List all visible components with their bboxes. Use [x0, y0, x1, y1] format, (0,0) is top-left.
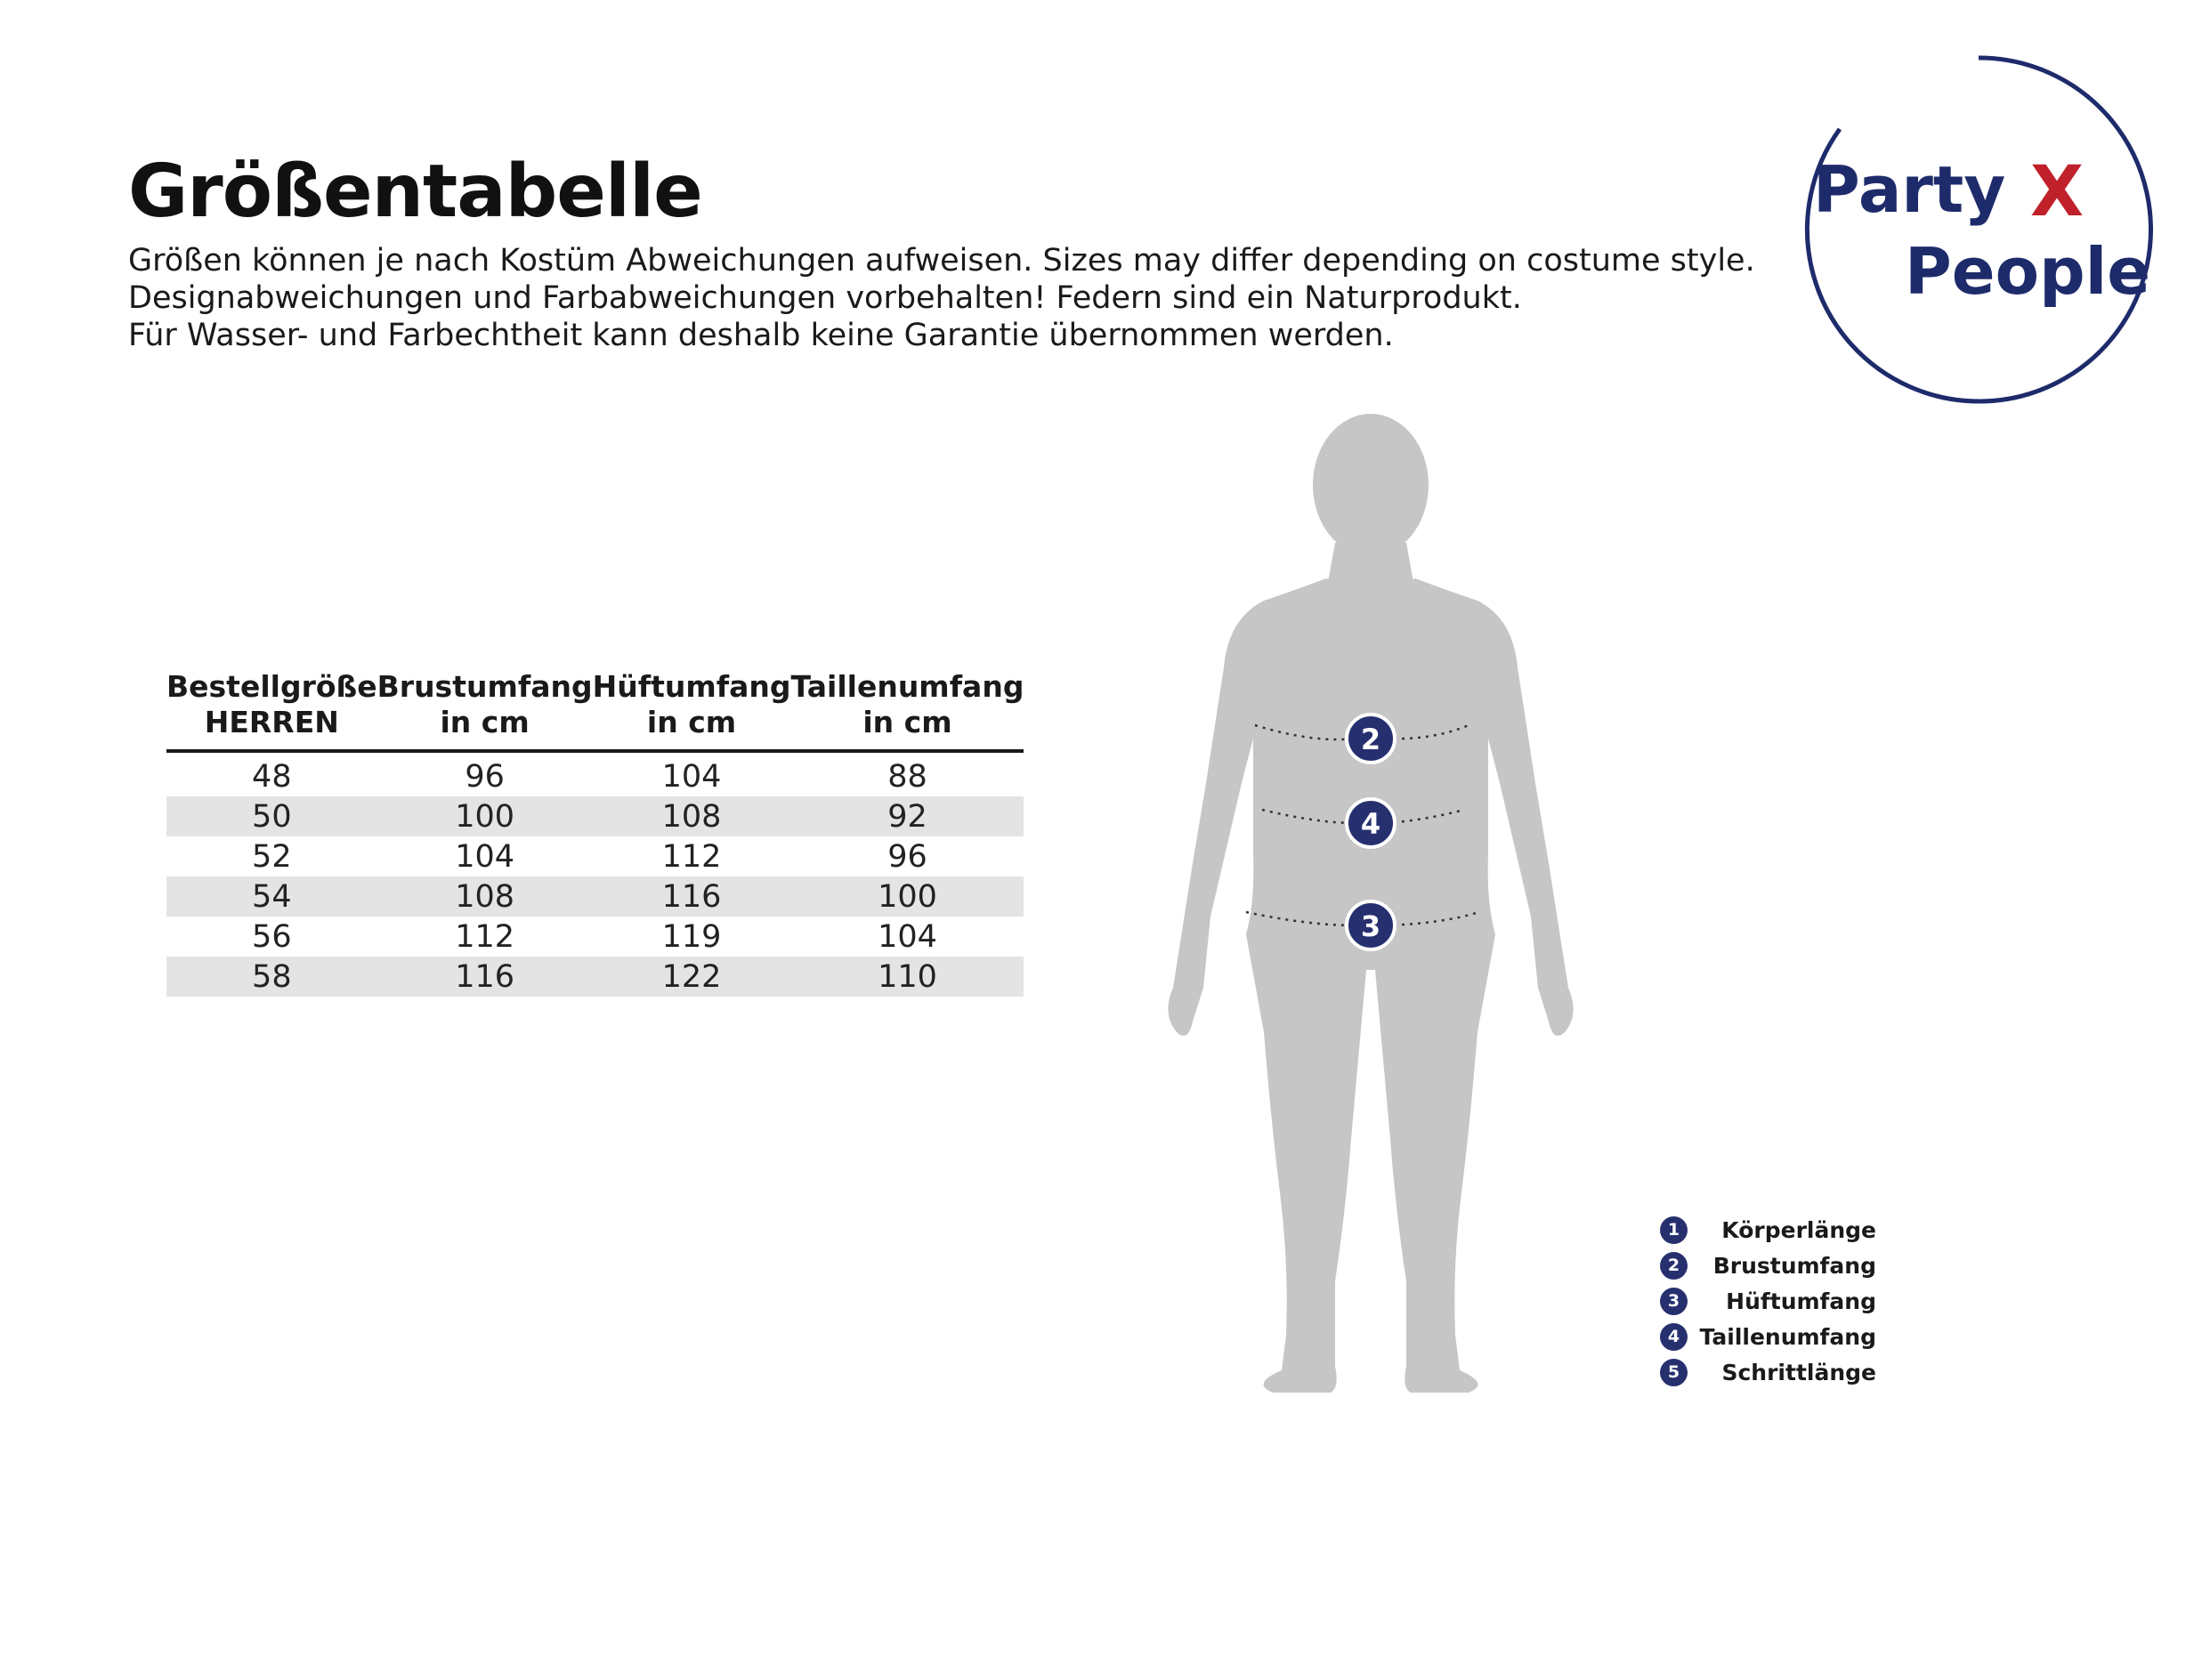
table-header-row [166, 669, 1024, 751]
table-row: 56 112 119 104 [252, 918, 937, 955]
party-people-logo [1785, 53, 2157, 411]
legend-number-badge: 1 [1660, 1216, 1688, 1244]
table-row: 50 100 108 92 [166, 796, 1024, 836]
intro-line: Designabweichungen und Farbabweichungen vorbehalten! Federn sind ein Naturprodukt. [128, 280, 1522, 316]
legend-number-badge: 5 [1660, 1359, 1688, 1386]
table-row: 58 116 122 110 [166, 957, 1024, 997]
legend-label: Körperlänge [1721, 1216, 1876, 1243]
table-row: 52 104 112 96 [252, 838, 927, 875]
size-table [166, 669, 1024, 997]
svg-text:2: 2 [1360, 723, 1381, 756]
intro-line: Größen können je nach Kostüm Abweichungen aufweisen. Sizes may differ depending on costume style. [128, 243, 1755, 279]
legend-item [1660, 1354, 1876, 1390]
body-silhouette [1157, 409, 1584, 1513]
intro-line: Für Wasser- und Farbechtheit kann deshalb keine Garantie übernommen werden. [128, 318, 1394, 353]
legend-label: Brustumfang [1712, 1252, 1876, 1279]
header-waist: Taillenumfang in cm [790, 669, 1024, 739]
marker-waist [1347, 799, 1395, 847]
legend-item [1660, 1248, 1876, 1283]
page-title: Größentabelle [128, 149, 702, 234]
marker-chest [1347, 715, 1395, 763]
header-hip: Hüftumfang in cm [592, 669, 791, 739]
logo-word-people: People [1905, 234, 2151, 309]
legend-number-badge: 2 [1660, 1252, 1688, 1280]
measurement-legend [1660, 1212, 1876, 1390]
svg-text:3: 3 [1360, 909, 1381, 943]
header-chest: Brustumfang in cm [376, 669, 593, 739]
intro-text [128, 242, 1755, 354]
logo-x-mark: X [2030, 152, 2085, 232]
legend-number-badge: 4 [1660, 1323, 1688, 1351]
legend-label: Schrittlänge [1721, 1359, 1876, 1385]
legend-label: Hüftumfang [1726, 1288, 1876, 1314]
svg-text:4: 4 [1360, 807, 1381, 841]
header-order-size: Bestellgröße HERREN [166, 669, 377, 739]
marker-hip [1347, 901, 1395, 949]
table-row: 48 96 104 88 [252, 758, 927, 795]
legend-item [1660, 1212, 1876, 1248]
legend-item [1660, 1319, 1876, 1354]
legend-item [1660, 1283, 1876, 1319]
legend-number-badge: 3 [1660, 1288, 1688, 1315]
table-row: 54 108 116 100 [166, 876, 1024, 917]
logo-word-party: Party [1813, 152, 2006, 227]
legend-label: Taillenumfang [1699, 1323, 1876, 1350]
logo-ring [1807, 58, 2150, 401]
